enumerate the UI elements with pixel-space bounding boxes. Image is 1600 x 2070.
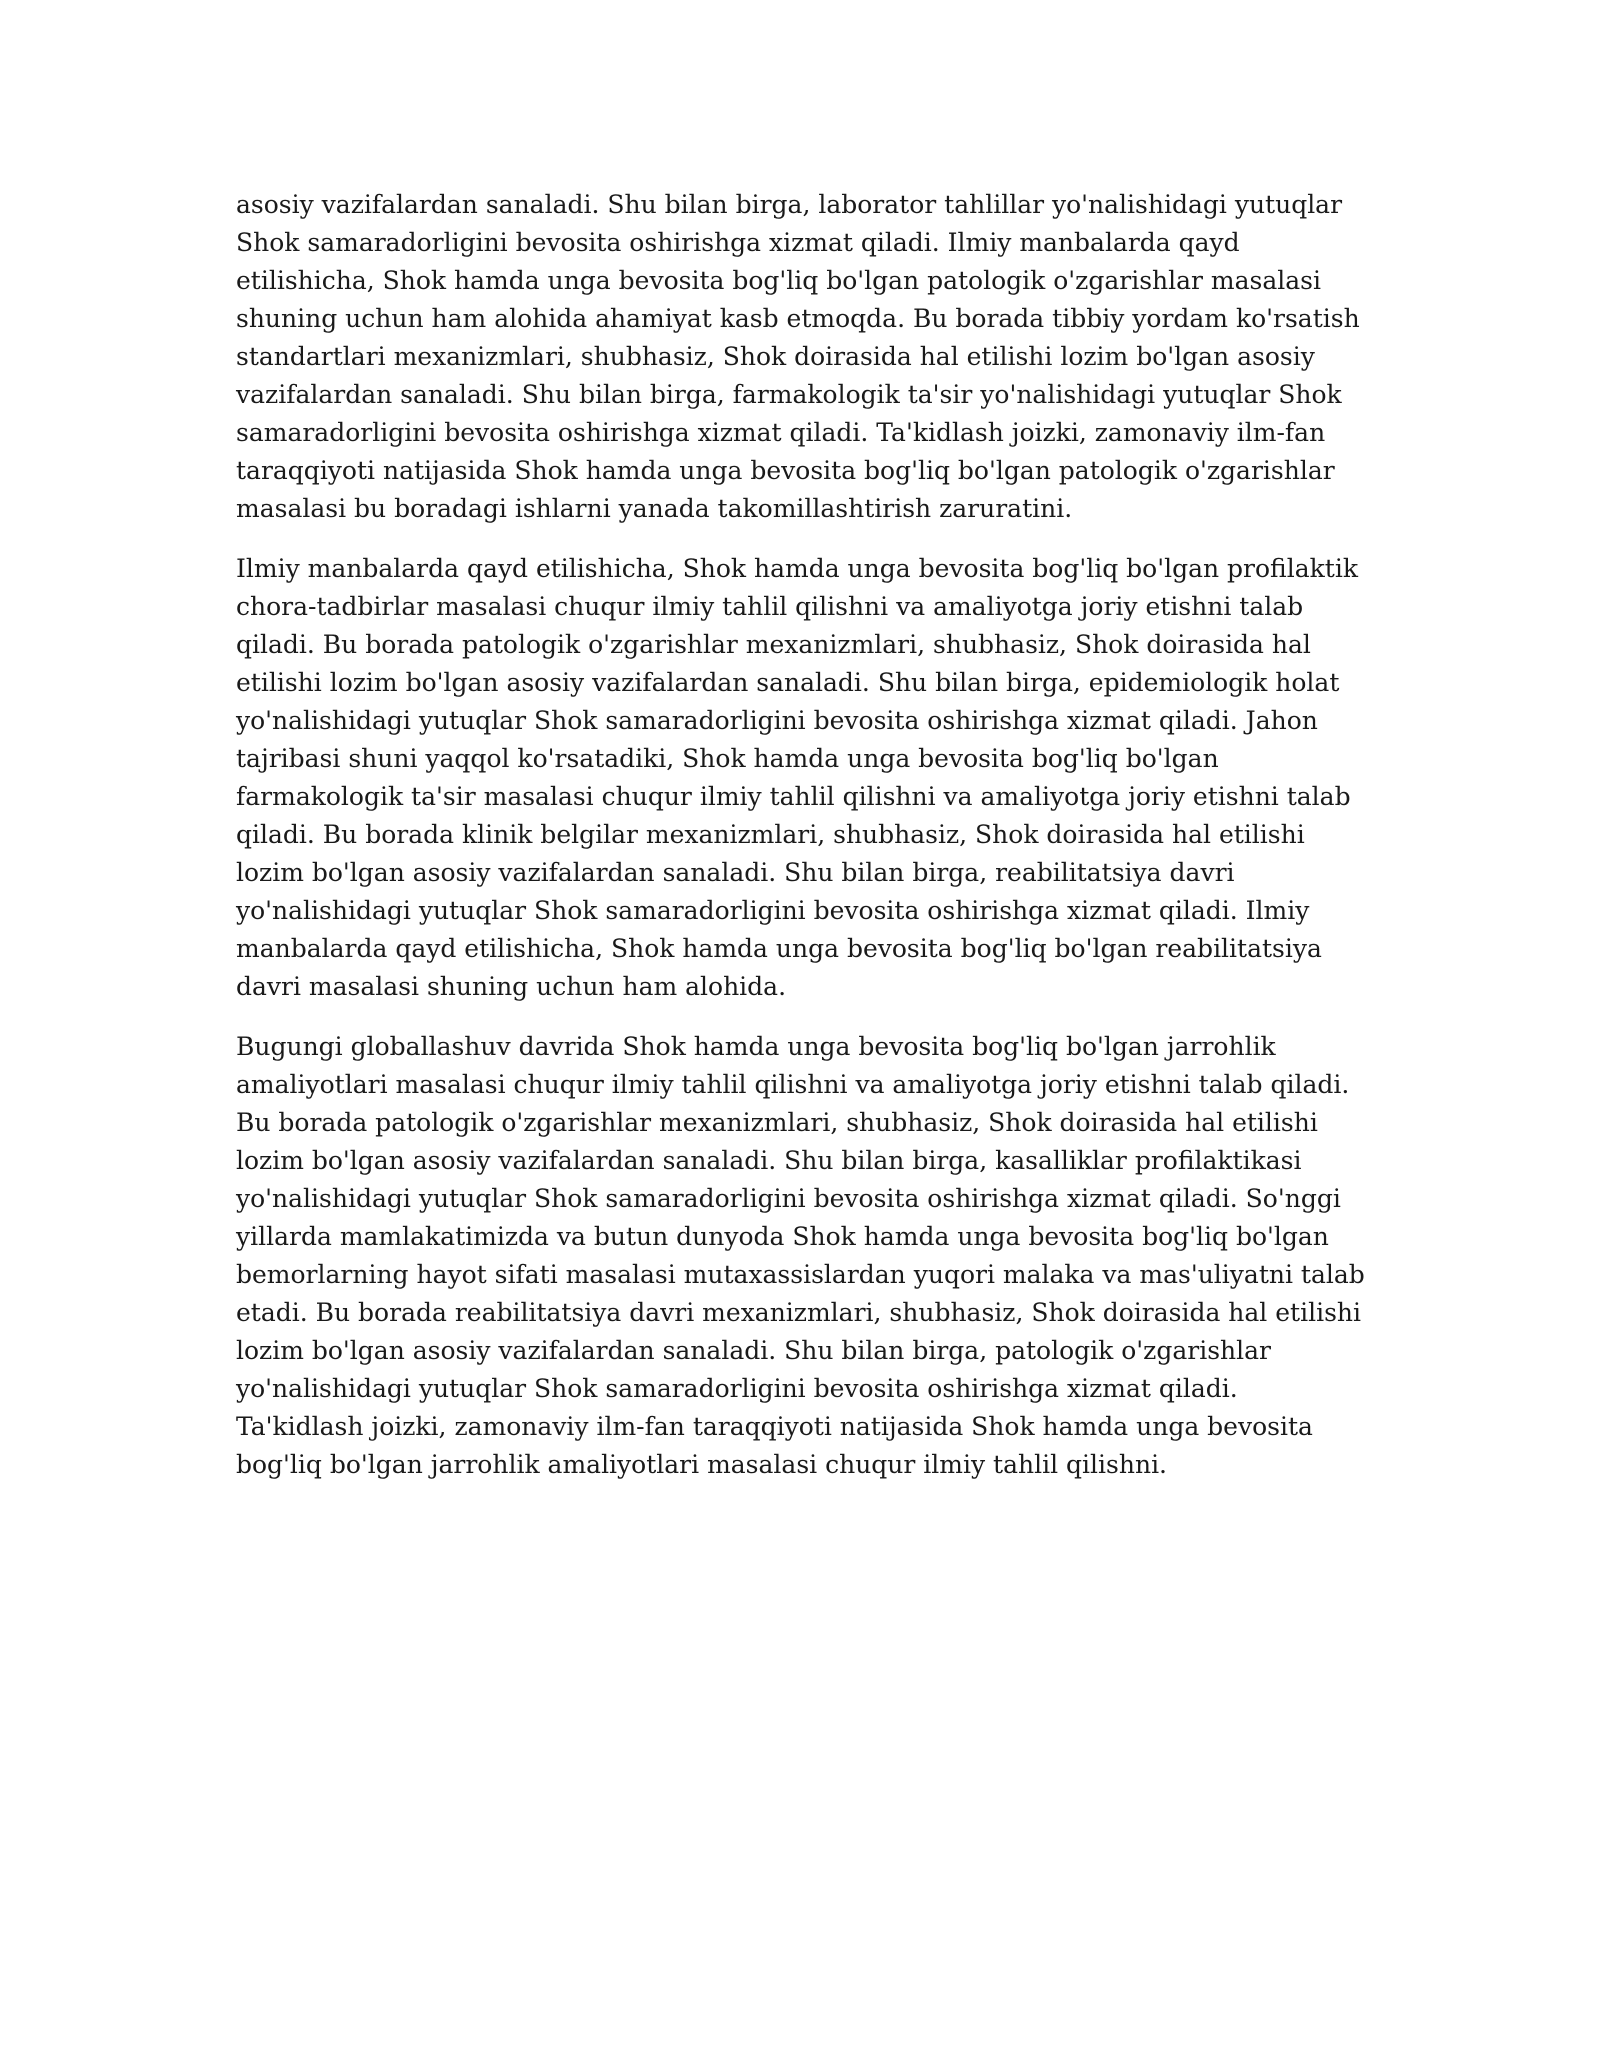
- paragraph-1: asosiy vazifalardan sanaladi. Shu bilan birga, laborator tahlillar yo'nalishidagi yutuqlar Shok samaradorligini bevosita oshirishga xizmat qiladi. Ilmiy manbalarda qayd etilishicha, Shok hamda unga bevosita bog'liq bo'lgan patologik o'zgarishlar masalasi shuning uchun ham alohida ahamiyat kasb etmoqda. Bu borada tibbiy yordam ko'rsatish standartlari mexanizmlari, shubhasiz, Shok doirasida hal etilishi lozim bo'lgan asosiy vazifalardan sanaladi. Shu bilan birga, farmakologik ta'sir yo'nalishidagi yutuqlar Shok samaradorligini bevosita oshirishga xizmat qiladi. Ta'kidlash joizki, zamonaviy ilm-fan taraqqiyoti natijasida Shok hamda unga bevosita bog'liq bo'lgan patologik o'zgarishlar masalasi bu boradagi ishlarni yanada takomillashtirish zaruratini.: [236, 190, 1360, 523]
- body-text: [236, 186, 1366, 1506]
- paragraph-2: Ilmiy manbalarda qayd etilishicha, Shok hamda unga bevosita bog'liq bo'lgan profilaktik chora-tadbirlar masalasi chuqur ilmiy tahlil qilishni va amaliyotga joriy etishni talab qiladi. Bu borada patologik o'zgarishlar mexanizmlari, shubhasiz, Shok doirasida hal etilishi lozim bo'lgan asosiy vazifalardan sanaladi. Shu bilan birga, epidemiologik holat yo'nalishidagi yutuqlar Shok samaradorligini bevosita oshirishga xizmat qiladi. Jahon tajribasi shuni yaqqol ko'rsatadiki, Shok hamda unga bevosita bog'liq bo'lgan farmakologik ta'sir masalasi chuqur ilmiy tahlil qilishni va amaliyotga joriy etishni talab qiladi. Bu borada klinik belgilar mexanizmlari, shubhasiz, Shok doirasida hal etilishi lozim bo'lgan asosiy vazifalardan sanaladi. Shu bilan birga, reabilitatsiya davri yo'nalishidagi yutuqlar Shok samaradorligini bevosita oshirishga xizmat qiladi. Ilmiy manbalarda qayd etilishicha, Shok hamda unga bevosita bog'liq bo'lgan reabilitatsiya davri masalasi shuning uchun ham alohida.: [236, 554, 1358, 1001]
- paragraph-3: Bugungi globallashuv davrida Shok hamda unga bevosita bog'liq bo'lgan jarrohlik amaliyotlari masalasi chuqur ilmiy tahlil qilishni va amaliyotga joriy etishni talab qiladi. Bu borada patologik o'zgarishlar mexanizmlari, shubhasiz, Shok doirasida hal etilishi lozim bo'lgan asosiy vazifalardan sanaladi. Shu bilan birga, kasalliklar profilaktikasi yo'nalishidagi yutuqlar Shok samaradorligini bevosita oshirishga xizmat qiladi. So'nggi yillarda mamlakatimizda va butun dunyoda Shok hamda unga bevosita bog'liq bo'lgan bemorlarning hayot sifati masalasi mutaxassislardan yuqori malaka va mas'uliyatni talab etadi. Bu borada reabilitatsiya davri mexanizmlari, shubhasiz, Shok doirasida hal etilishi lozim bo'lgan asosiy vazifalardan sanaladi. Shu bilan birga, patologik o'zgarishlar yo'nalishidagi yutuqlar Shok samaradorligini bevosita oshirishga xizmat qiladi. Ta'kidlash joizki, zamonaviy ilm-fan taraqqiyoti natijasida Shok hamda unga bevosita bog'liq bo'lgan jarrohlik amaliyotlari masalasi chuqur ilmiy tahlil qilishni.: [236, 1032, 1365, 1479]
